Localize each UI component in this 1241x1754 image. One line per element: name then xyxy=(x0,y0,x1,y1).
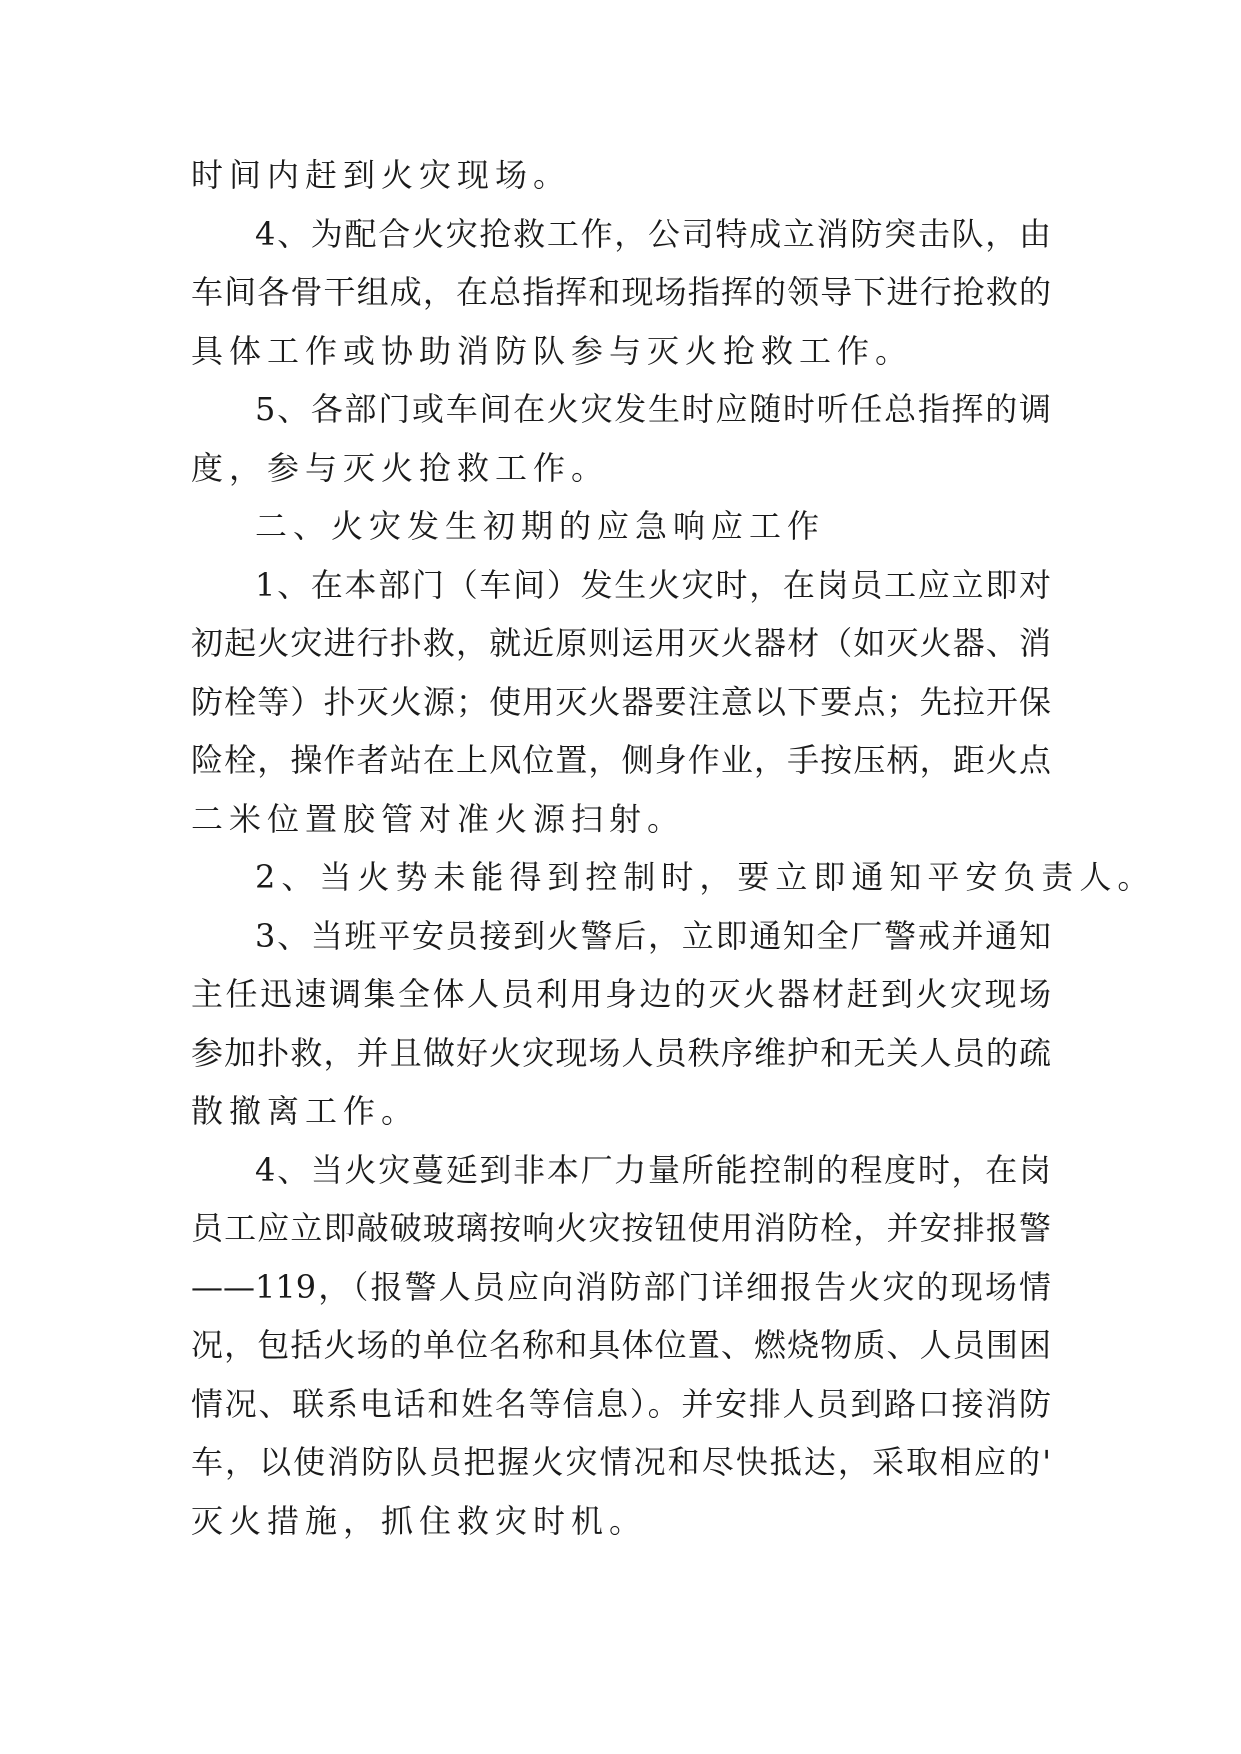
text-line: 2、当火势未能得到控制时，要立即通知平安负责人。 xyxy=(255,858,1156,896)
paragraph-item-5-departments xyxy=(191,380,1051,497)
section-heading xyxy=(191,497,1051,556)
text-line: 参加扑救，并且做好火灾现场人员秩序维护和无关人员的疏 xyxy=(191,1033,1051,1072)
text-line: 初起火灾进行扑救，就近原则运用灭火器材（如灭火器、消 xyxy=(191,624,1051,662)
text-line: 散撤离工作。 xyxy=(191,1092,420,1130)
text-line: 车，以使消防队员把握火灾情况和尽快抵达，采取相应的' xyxy=(191,1443,1051,1481)
paragraph-continuation xyxy=(191,146,1051,205)
text-line: 时间内赶到火灾现场。 xyxy=(191,156,572,194)
text-line: 主任迅速调集全体人员利用身边的灭火器材赶到火灾现场 xyxy=(191,975,1051,1013)
paragraph-item-4-escalation xyxy=(191,1141,1051,1551)
document-page xyxy=(191,146,1156,1550)
text-line: 5、各部门或车间在火灾发生时应随时听任总指挥的调 xyxy=(255,390,1051,428)
text-line: 1、在本部门（车间）发生火灾时，在岗员工应立即对 xyxy=(255,565,1051,604)
text-line: 具体工作或协助消防队参与灭火抢救工作。 xyxy=(191,331,914,370)
text-line: 情况、联系电话和姓名等信息）。并安排人员到路口接消防 xyxy=(191,1384,1051,1423)
text-line: 度，参与灭火抢救工作。 xyxy=(191,448,610,487)
text-line: 险栓，操作者站在上风位置，侧身作业，手按压柄，距火点 xyxy=(191,741,1051,779)
paragraph-item-1-initial-response xyxy=(191,556,1051,849)
text-line: 4、当火灾蔓延到非本厂力量所能控制的程度时，在岗 xyxy=(255,1150,1051,1189)
paragraph-item-2-notify xyxy=(191,848,1156,907)
text-line: 二、火灾发生初期的应急响应工作 xyxy=(255,507,826,545)
text-line: 防栓等）扑灭火源；使用灭火器要注意以下要点；先拉开保 xyxy=(191,682,1051,721)
paragraph-item-4-strike-team xyxy=(191,205,1051,381)
text-line: 车间各骨干组成，在总指挥和现场指挥的领导下进行抢救的 xyxy=(191,273,1051,311)
paragraph-item-3-alarm xyxy=(191,907,1051,1141)
text-line: 3、当班平安员接到火警后，立即通知全厂警戒并通知 xyxy=(255,916,1051,955)
text-line: 4、为配合火灾抢救工作，公司特成立消防突击队，由 xyxy=(255,214,1051,253)
text-line: 二米位置胶管对准火源扫射。 xyxy=(191,799,686,838)
text-line: 员工应立即敲破玻璃按响火灾按钮使用消防栓，并安排报警 xyxy=(191,1209,1051,1247)
text-line: 灭火措施，抓住救灾时机。 xyxy=(191,1501,648,1540)
text-line: ——119，（报警人员应向消防部门详细报告火灾的现场情 xyxy=(191,1267,1051,1306)
text-line: 况，包括火场的单位名称和具体位置、燃烧物质、人员围困 xyxy=(191,1326,1051,1364)
